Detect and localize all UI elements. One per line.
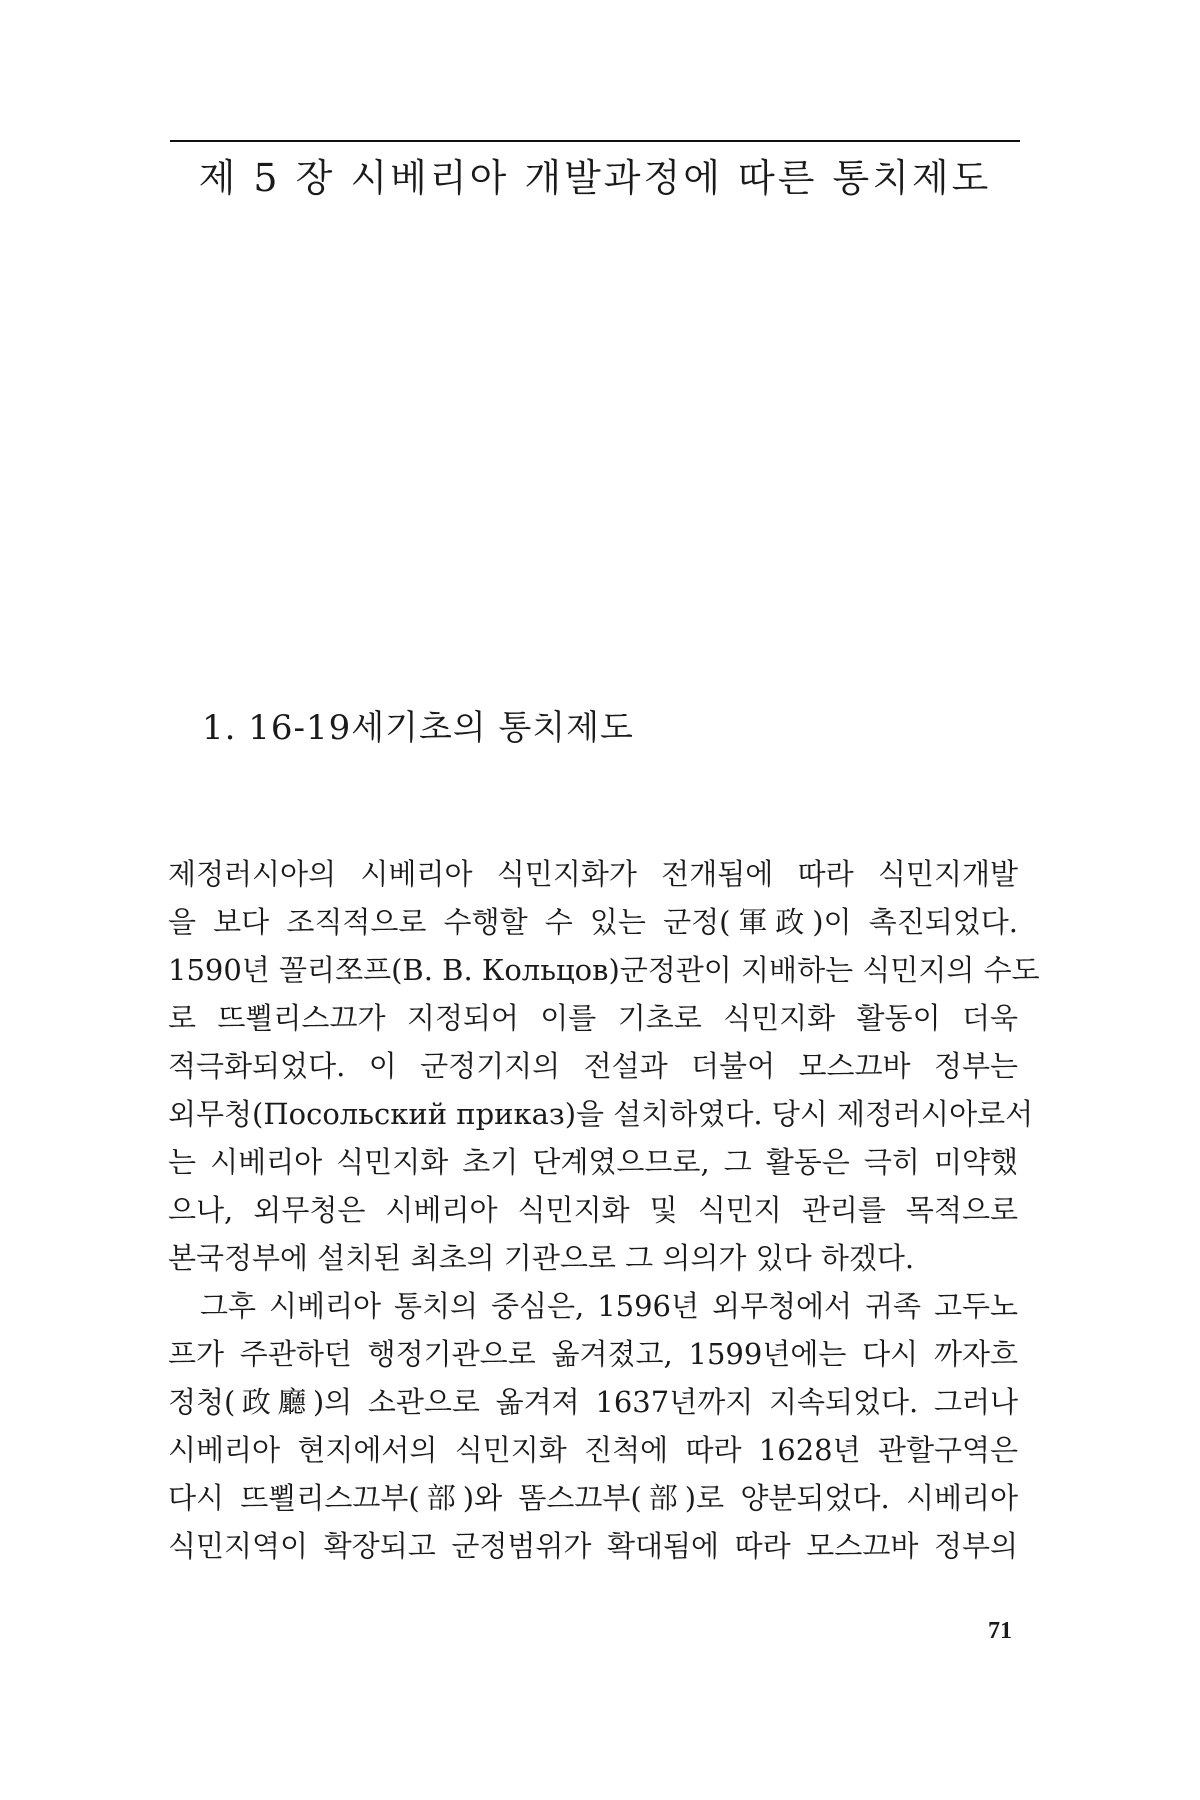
body-line: 시베리아 현지에서의 식민지화 진척에 따라 1628년 관할구역은 [168,1433,1018,1467]
header-rule [170,140,1020,142]
body-line: 1590년 꼴리쪼프(B. B. Кольцов)군정관이 지배하는 식민지의 수도 [168,953,1040,987]
body-line: 적극화되었다. 이 군정기지의 전설과 더불어 모스끄바 정부는 [168,1049,1018,1083]
body-text [168,850,1040,1570]
section-title: 1. 16-19세기초의 통치제도 [202,708,634,748]
body-line: 그후 시베리아 통치의 중심은, 1596년 외무청에서 귀족 고두노 [200,1289,1018,1323]
body-line: 정청(政廳)의 소관으로 옮겨져 1637년까지 지속되었다. 그러나 [168,1385,1018,1419]
body-line: 본국정부에 설치된 최초의 기관으로 그 의의가 있다 하겠다. [168,1241,915,1275]
body-line: 식민지역이 확장되고 군정범위가 확대됨에 따라 모스끄바 정부의 [168,1529,1018,1563]
page-number: 71 [988,1618,1012,1644]
body-line: 을 보다 조직적으로 수행할 수 있는 군정(軍政)이 촉진되었다. [168,905,1018,939]
body-line: 제정러시아의 시베리아 식민지화가 전개됨에 따라 식민지개발 [168,857,1018,891]
body-line: 프가 주관하던 행정기관으로 옮겨졌고, 1599년에는 다시 까자흐 [168,1337,1018,1371]
body-line: 으나, 외무청은 시베리아 식민지화 및 식민지 관리를 목적으로 [168,1193,1018,1227]
body-line: 로 뜨뾜리스끄가 지정되어 이를 기초로 식민지화 활동이 더욱 [168,1001,1018,1035]
body-line: 다시 뜨뾜리스끄부(部)와 똠스끄부(部)로 양분되었다. 시베리아 [168,1481,1018,1515]
body-line: 는 시베리아 식민지화 초기 단계였으므로, 그 활동은 극히 미약했 [168,1145,1018,1179]
chapter-title: 제 5 장 시베리아 개발과정에 따른 통치제도 [198,156,992,200]
body-line: 외무청(Посольский приказ)을 설치하였다. 당시 제정러시아로서 [168,1097,1034,1131]
